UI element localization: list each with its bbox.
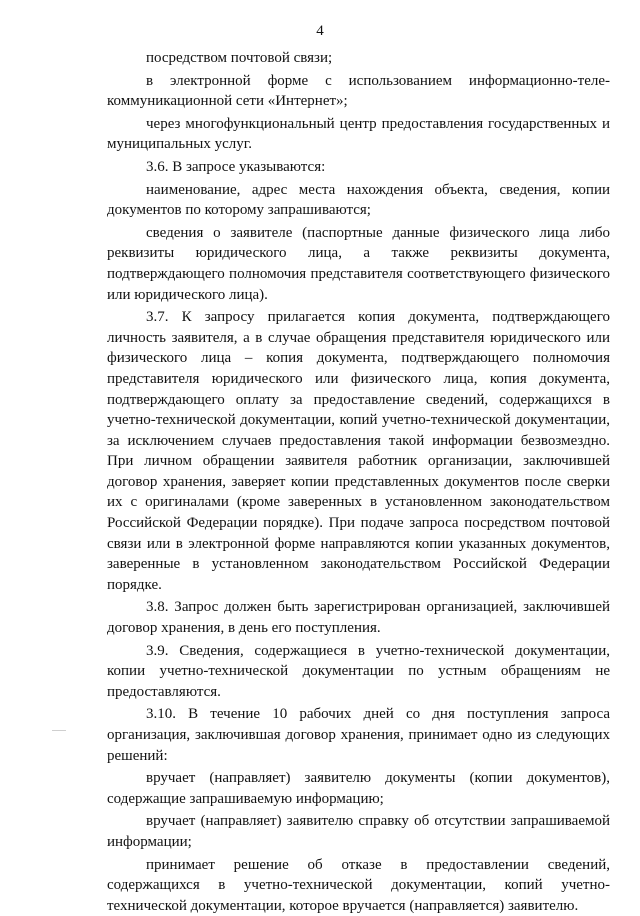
paragraph-3-7: 3.7. К запросу прилагается копия документа, подтверждающего личность заявителя, а в случае обращения представителя юридического или физического лица – копия документа, подтверждающего полномочия представителя юридического или физического лица, копия документа, подтверждающего оплату за предоставление сведений, содержащихся в учетно-технической документации, копий учетно-технической документации, за исключением случаев предоставления такой информации безвозмездно. При личном обращении заявителя работник организации, заключившей договор хранения, заверяет копии представленных документов после сверки их с оригиналами (кроме заверенных в установленном законодательством Российской Федерации порядке). При подаче запроса посредством почтовой связи или в электронной форме направляются копии указанных документов, заверенные в установленном законодательством Российской Федерации порядке. <box>107 309 610 593</box>
paragraph-object-details: наименование, адрес места нахождения объекта, сведения, копии документов по которому запрашиваются; <box>107 181 610 219</box>
paragraph-applicant-details: сведения о заявителе (паспортные данные физического лица либо реквизиты юридического лица, а также реквизиты документа, подтверждающего полномочия представителя соответствующего физического или юридического лица). <box>107 224 610 303</box>
paragraph-electronic: в электронной форме с использованием информационно-телекоммуникационной сети «Интернет»; <box>107 72 610 110</box>
margin-mark <box>52 730 66 731</box>
paragraph-decision-documents: вручает (направляет) заявителю документы (копии документов), содержащие запрашиваемую информацию; <box>107 770 610 807</box>
paragraph-postal: посредством почтовой связи; <box>146 50 333 66</box>
document-body <box>107 48 610 916</box>
paragraph-mfc: через многофункциональный центр предоставления государственных и муниципальных услуг. <box>107 115 610 153</box>
paragraph-3-8: 3.8. Запрос должен быть зарегистрирован организацией, заключившей договор хранения, в день его поступления. <box>107 599 610 637</box>
paragraph-3-10: 3.10. В течение 10 рабочих дней со дня поступления запроса организация, заключившая договор хранения, принимает одно из следующих решений: <box>107 706 610 764</box>
paragraph-3-9: 3.9. Сведения, содержащиеся в учетно-технической документации, копии учетно-технической документации по устным обращениям не предоставляются. <box>107 642 610 700</box>
page-number: 4 <box>316 23 324 39</box>
paragraph-decision-certificate: вручает (направляет) заявителю справку об отсутствии запрашиваемой информации; <box>107 813 610 850</box>
paragraph-3-6: 3.6. В запросе указываются: <box>146 158 326 175</box>
paragraph-decision-refusal: принимает решение об отказе в предоставлении сведений, содержащихся в учетно-технической документации, копий учетно-технической документации, которое вручается (направляется) заявителю. <box>107 856 610 914</box>
